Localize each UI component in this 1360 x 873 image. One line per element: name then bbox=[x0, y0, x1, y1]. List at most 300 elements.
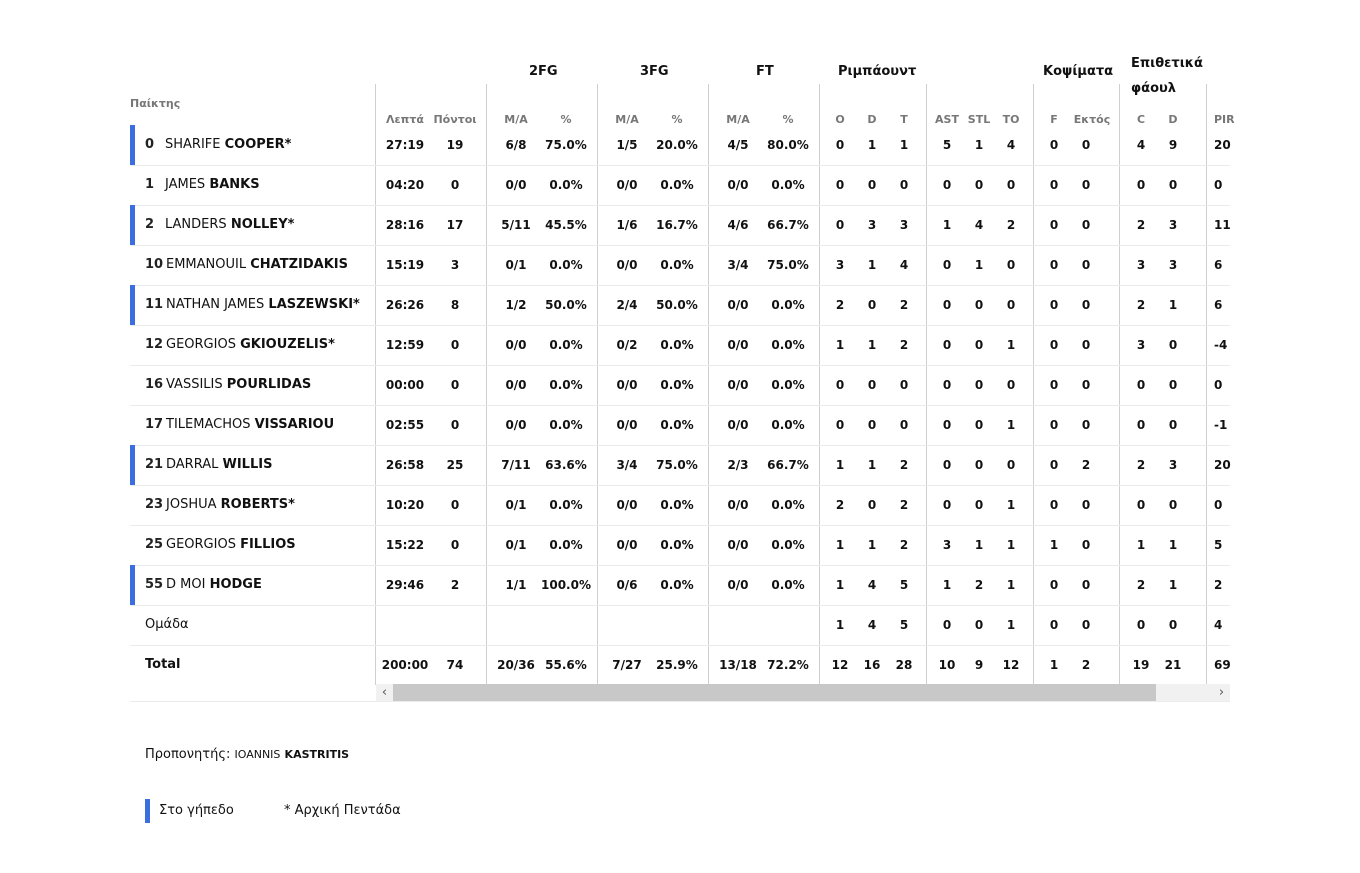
player-name-link[interactable] bbox=[166, 565, 262, 605]
stat-min: 29:46 bbox=[385, 578, 425, 592]
stat-c: 2 bbox=[1136, 458, 1146, 472]
stat-c: 2 bbox=[1136, 218, 1146, 232]
stat-ektos: 0 bbox=[1081, 378, 1091, 392]
stat-pts: 0 bbox=[450, 338, 460, 352]
header-pir[interactable]: PIR bbox=[1214, 113, 1235, 126]
player-first-name: NATHAN JAMES bbox=[166, 297, 265, 312]
stat-o: 2 bbox=[835, 298, 845, 312]
stat-o: 1 bbox=[835, 578, 845, 592]
stat-ektos: 0 bbox=[1081, 258, 1091, 272]
stat-t: 2 bbox=[899, 458, 909, 472]
header-3fg-pct[interactable]: % bbox=[671, 113, 683, 126]
stat-d: 4 bbox=[867, 578, 877, 592]
player-first-name: DARRAL bbox=[166, 457, 219, 472]
total-blk-f: 1 bbox=[1049, 658, 1059, 672]
stat-fg2_pct: 45.5% bbox=[545, 218, 587, 232]
stat-to: 1 bbox=[1006, 578, 1016, 592]
stat-c: 3 bbox=[1136, 338, 1146, 352]
player-row[interactable] bbox=[130, 405, 1230, 446]
stat-min: 02:55 bbox=[385, 418, 425, 432]
header-reb-d[interactable]: D bbox=[867, 113, 877, 126]
stat-d: 0 bbox=[867, 298, 877, 312]
player-number: 21 bbox=[145, 457, 164, 472]
header-minutes[interactable]: Λεπτά bbox=[386, 113, 424, 126]
header-ft-ma[interactable]: M/A bbox=[726, 113, 750, 126]
player-last-name: VISSARIOU bbox=[254, 417, 335, 432]
stat-d: 1 bbox=[867, 458, 877, 472]
stat-ast: 1 bbox=[942, 218, 952, 232]
stat-ft_pct: 0.0% bbox=[771, 378, 805, 392]
total-reb-d: 16 bbox=[863, 658, 881, 672]
stat-fg2_pct: 100.0% bbox=[541, 578, 591, 592]
player-row[interactable] bbox=[130, 485, 1230, 526]
stat-fg3_pct: 0.0% bbox=[660, 338, 694, 352]
header-blk-ektos[interactable]: Εκτός bbox=[1073, 113, 1111, 126]
stat-fg2_pct: 75.0% bbox=[545, 138, 587, 152]
stat-fg2_ma: 5/11 bbox=[501, 218, 531, 232]
stat-fg2_ma: 0/0 bbox=[505, 378, 527, 392]
total-pts: 74 bbox=[446, 658, 464, 672]
scrollbar-thumb[interactable] bbox=[393, 684, 1156, 701]
stat-fg2_ma: 0/0 bbox=[505, 178, 527, 192]
stat-fg2_ma: 6/8 bbox=[505, 138, 527, 152]
stat-ektos: 2 bbox=[1081, 458, 1091, 472]
stat-pir: 0 bbox=[1214, 378, 1223, 392]
stat-pts: 0 bbox=[450, 538, 460, 552]
stat-fg2_ma: 0/1 bbox=[505, 538, 527, 552]
stat-ektos: 0 bbox=[1081, 138, 1091, 152]
stat-o: 1 bbox=[835, 538, 845, 552]
stat-fg3_ma: 1/6 bbox=[616, 218, 638, 232]
coach-label: Προπονητής: bbox=[145, 747, 231, 762]
header-2fg-ma[interactable]: M/A bbox=[504, 113, 528, 126]
stat-fg3_ma: 0/2 bbox=[616, 338, 638, 352]
stat-fd: 3 bbox=[1168, 218, 1178, 232]
stat-ft_ma: 0/0 bbox=[727, 578, 749, 592]
header-points[interactable]: Πόντοι bbox=[433, 113, 477, 126]
header-2fg-pct[interactable]: % bbox=[560, 113, 572, 126]
group-3fg: 3FG bbox=[640, 64, 669, 79]
team-stl: 0 bbox=[974, 618, 984, 632]
header-3fg-ma[interactable]: M/A bbox=[615, 113, 639, 126]
stat-fg2_ma: 1/1 bbox=[505, 578, 527, 592]
total-3fg-ma: 7/27 bbox=[612, 658, 642, 672]
stat-pts: 0 bbox=[450, 178, 460, 192]
player-name-link[interactable] bbox=[165, 125, 292, 165]
group-fouls-line2: φάουλ bbox=[1131, 81, 1177, 96]
stat-fd: 9 bbox=[1168, 138, 1178, 152]
scroll-right-icon[interactable]: › bbox=[1218, 685, 1225, 700]
player-first-name: TILEMACHOS bbox=[166, 417, 251, 432]
stat-c: 2 bbox=[1136, 298, 1146, 312]
player-last-name: WILLIS bbox=[222, 457, 273, 472]
stat-ft_ma: 0/0 bbox=[727, 378, 749, 392]
stat-ft_ma: 3/4 bbox=[727, 258, 749, 272]
stat-ast: 0 bbox=[942, 418, 952, 432]
stat-fg2_pct: 63.6% bbox=[545, 458, 587, 472]
header-reb-t[interactable]: T bbox=[900, 113, 908, 126]
stat-t: 2 bbox=[899, 498, 909, 512]
stat-fg2_ma: 0/1 bbox=[505, 258, 527, 272]
on-court-indicator bbox=[130, 565, 135, 605]
stat-pir: 20 bbox=[1214, 458, 1231, 472]
stat-t: 0 bbox=[899, 418, 909, 432]
total-reb-o: 12 bbox=[831, 658, 849, 672]
player-row[interactable] bbox=[130, 125, 1230, 166]
stat-stl: 0 bbox=[974, 178, 984, 192]
player-row[interactable] bbox=[130, 285, 1230, 326]
stat-stl: 0 bbox=[974, 458, 984, 472]
stat-pir: 0 bbox=[1214, 178, 1223, 192]
scroll-left-icon[interactable]: ‹ bbox=[381, 685, 388, 700]
stat-pir: 20 bbox=[1214, 138, 1231, 152]
group-blocks: Κοψίματα bbox=[1043, 64, 1114, 79]
stat-t: 5 bbox=[899, 578, 909, 592]
total-ft-pct: 72.2% bbox=[767, 658, 809, 672]
total-3fg-pct: 25.9% bbox=[656, 658, 698, 672]
stat-fd: 0 bbox=[1168, 338, 1178, 352]
stat-fd: 3 bbox=[1168, 258, 1178, 272]
player-row[interactable] bbox=[130, 365, 1230, 406]
stat-to: 4 bbox=[1006, 138, 1016, 152]
stat-f: 0 bbox=[1049, 458, 1059, 472]
stat-fd: 1 bbox=[1168, 538, 1178, 552]
player-last-name: GKIOUZELIS* bbox=[240, 337, 335, 352]
stat-min: 12:59 bbox=[385, 338, 425, 352]
stat-ft_pct: 0.0% bbox=[771, 498, 805, 512]
player-number: 2 bbox=[145, 217, 155, 232]
stat-f: 0 bbox=[1049, 258, 1059, 272]
stat-fg3_ma: 0/0 bbox=[616, 178, 638, 192]
player-name-link[interactable] bbox=[166, 285, 360, 325]
stat-pts: 8 bbox=[450, 298, 460, 312]
stat-fg3_pct: 50.0% bbox=[656, 298, 698, 312]
stat-f: 0 bbox=[1049, 178, 1059, 192]
stat-fg2_pct: 0.0% bbox=[549, 378, 583, 392]
stat-d: 1 bbox=[867, 138, 877, 152]
stat-pts: 0 bbox=[450, 418, 460, 432]
header-stl[interactable]: STL bbox=[967, 113, 991, 126]
stat-to: 0 bbox=[1006, 298, 1016, 312]
stat-fg3_pct: 0.0% bbox=[660, 578, 694, 592]
stat-stl: 4 bbox=[974, 218, 984, 232]
stat-stl: 1 bbox=[974, 138, 984, 152]
horizontal-scrollbar[interactable] bbox=[376, 684, 1230, 701]
stat-ft_pct: 0.0% bbox=[771, 418, 805, 432]
team-blk-ektos: 0 bbox=[1081, 618, 1091, 632]
player-name-link[interactable] bbox=[166, 485, 295, 525]
player-name-link[interactable] bbox=[166, 405, 334, 445]
stat-d: 1 bbox=[867, 258, 877, 272]
stat-ft_ma: 0/0 bbox=[727, 418, 749, 432]
stat-c: 0 bbox=[1136, 378, 1146, 392]
player-name-link[interactable] bbox=[166, 525, 296, 565]
stat-t: 3 bbox=[899, 218, 909, 232]
group-rebounds: Ριμπάουντ bbox=[838, 64, 917, 79]
stat-f: 0 bbox=[1049, 578, 1059, 592]
stat-fg3_pct: 0.0% bbox=[660, 378, 694, 392]
header-reb-o[interactable]: O bbox=[835, 113, 845, 126]
stat-ft_ma: 0/0 bbox=[727, 178, 749, 192]
stat-fg2_ma: 1/2 bbox=[505, 298, 527, 312]
total-to: 12 bbox=[1002, 658, 1020, 672]
stat-pts: 25 bbox=[446, 458, 464, 472]
stat-t: 0 bbox=[899, 178, 909, 192]
starter-legend: * Αρχική Πεντάδα bbox=[284, 803, 401, 818]
stat-d: 1 bbox=[867, 538, 877, 552]
total-fouls-c: 19 bbox=[1132, 658, 1150, 672]
stat-fg2_pct: 0.0% bbox=[549, 178, 583, 192]
stat-o: 0 bbox=[835, 378, 845, 392]
team-fouls-c: 0 bbox=[1136, 618, 1146, 632]
stat-d: 1 bbox=[867, 338, 877, 352]
total-row-label: Total bbox=[145, 657, 181, 672]
stat-ektos: 0 bbox=[1081, 498, 1091, 512]
on-court-indicator bbox=[130, 125, 135, 165]
stat-o: 2 bbox=[835, 498, 845, 512]
player-first-name: JAMES bbox=[165, 177, 206, 192]
stat-t: 2 bbox=[899, 538, 909, 552]
player-name-link[interactable] bbox=[165, 165, 260, 205]
stat-min: 00:00 bbox=[385, 378, 425, 392]
player-row[interactable] bbox=[130, 205, 1230, 246]
stat-c: 3 bbox=[1136, 258, 1146, 272]
stat-o: 3 bbox=[835, 258, 845, 272]
player-last-name: LASZEWSKI* bbox=[268, 297, 360, 312]
stat-min: 04:20 bbox=[385, 178, 425, 192]
stat-ft_ma: 0/0 bbox=[727, 498, 749, 512]
coach-first-name: IOANNIS bbox=[234, 748, 281, 761]
stat-pts: 0 bbox=[450, 378, 460, 392]
player-first-name: GEORGIOS bbox=[166, 337, 236, 352]
stat-ft_pct: 0.0% bbox=[771, 578, 805, 592]
stat-ast: 0 bbox=[942, 378, 952, 392]
player-first-name: LANDERS bbox=[165, 217, 227, 232]
total-stl: 9 bbox=[974, 658, 984, 672]
stat-t: 0 bbox=[899, 378, 909, 392]
stat-fd: 0 bbox=[1168, 178, 1178, 192]
on-court-indicator bbox=[130, 445, 135, 485]
stat-to: 0 bbox=[1006, 258, 1016, 272]
player-first-name: D MOI bbox=[166, 577, 206, 592]
player-number: 17 bbox=[145, 417, 164, 432]
stat-to: 1 bbox=[1006, 538, 1016, 552]
stat-fg2_pct: 0.0% bbox=[549, 498, 583, 512]
stat-fg3_ma: 1/5 bbox=[616, 138, 638, 152]
stat-ft_pct: 75.0% bbox=[767, 258, 809, 272]
stat-fd: 0 bbox=[1168, 498, 1178, 512]
header-fouls-d[interactable]: D bbox=[1168, 113, 1178, 126]
player-first-name: JOSHUA bbox=[166, 497, 217, 512]
player-last-name: CHATZIDAKIS bbox=[250, 257, 348, 272]
stat-ast: 3 bbox=[942, 538, 952, 552]
stat-min: 28:16 bbox=[385, 218, 425, 232]
total-2fg-pct: 55.6% bbox=[545, 658, 587, 672]
stat-o: 0 bbox=[835, 418, 845, 432]
stat-fg3_ma: 0/0 bbox=[616, 378, 638, 392]
player-row[interactable] bbox=[130, 245, 1230, 286]
stat-stl: 0 bbox=[974, 418, 984, 432]
header-blk-f[interactable]: F bbox=[1050, 113, 1058, 126]
stat-fd: 1 bbox=[1168, 298, 1178, 312]
stat-stl: 2 bbox=[974, 578, 984, 592]
team-blk-f: 0 bbox=[1049, 618, 1059, 632]
stat-o: 0 bbox=[835, 178, 845, 192]
stat-fg3_pct: 0.0% bbox=[660, 538, 694, 552]
stat-o: 1 bbox=[835, 458, 845, 472]
stat-stl: 0 bbox=[974, 298, 984, 312]
player-last-name: COOPER* bbox=[224, 137, 292, 152]
player-number: 1 bbox=[145, 177, 155, 192]
stat-d: 0 bbox=[867, 418, 877, 432]
stat-ft_ma: 4/5 bbox=[727, 138, 749, 152]
total-ast: 10 bbox=[938, 658, 956, 672]
player-number: 11 bbox=[145, 297, 164, 312]
stat-t: 2 bbox=[899, 338, 909, 352]
player-number: 16 bbox=[145, 377, 164, 392]
stat-ft_ma: 2/3 bbox=[727, 458, 749, 472]
stat-f: 1 bbox=[1049, 538, 1059, 552]
stat-pir: 0 bbox=[1214, 498, 1223, 512]
player-name-link[interactable] bbox=[165, 205, 294, 245]
stat-stl: 1 bbox=[974, 538, 984, 552]
stat-pir: -1 bbox=[1214, 418, 1228, 432]
stat-to: 1 bbox=[1006, 338, 1016, 352]
group-2fg: 2FG bbox=[529, 64, 558, 79]
player-number: 12 bbox=[145, 337, 164, 352]
player-row[interactable] bbox=[130, 525, 1230, 566]
stat-ft_ma: 0/0 bbox=[727, 338, 749, 352]
stat-pir: 5 bbox=[1214, 538, 1223, 552]
header-to[interactable]: TO bbox=[1002, 113, 1020, 126]
team-row bbox=[130, 605, 1230, 646]
stat-f: 0 bbox=[1049, 218, 1059, 232]
stat-to: 0 bbox=[1006, 178, 1016, 192]
player-number: 10 bbox=[145, 257, 164, 272]
stat-fg2_ma: 0/1 bbox=[505, 498, 527, 512]
player-last-name: POURLIDAS bbox=[226, 377, 312, 392]
stat-fg3_ma: 0/6 bbox=[616, 578, 638, 592]
stat-d: 0 bbox=[867, 378, 877, 392]
stat-ft_pct: 80.0% bbox=[767, 138, 809, 152]
player-number: 23 bbox=[145, 497, 164, 512]
player-last-name: HODGE bbox=[209, 577, 262, 592]
stat-fg3_pct: 0.0% bbox=[660, 258, 694, 272]
stat-to: 0 bbox=[1006, 458, 1016, 472]
stat-fg3_pct: 16.7% bbox=[656, 218, 698, 232]
player-name-link[interactable] bbox=[166, 365, 311, 405]
stat-fg3_ma: 2/4 bbox=[616, 298, 638, 312]
player-name-link[interactable] bbox=[166, 325, 335, 365]
stat-ast: 0 bbox=[942, 298, 952, 312]
player-last-name: ROBERTS* bbox=[220, 497, 295, 512]
player-name-link[interactable] bbox=[166, 445, 272, 485]
player-row[interactable] bbox=[130, 565, 1230, 606]
player-row[interactable] bbox=[130, 445, 1230, 486]
stat-ft_pct: 0.0% bbox=[771, 338, 805, 352]
player-first-name: VASSILIS bbox=[166, 377, 223, 392]
stat-d: 3 bbox=[867, 218, 877, 232]
stat-fg2_ma: 0/0 bbox=[505, 418, 527, 432]
stat-min: 15:22 bbox=[385, 538, 425, 552]
stat-to: 1 bbox=[1006, 498, 1016, 512]
stat-ektos: 0 bbox=[1081, 218, 1091, 232]
total-fouls-d: 21 bbox=[1164, 658, 1182, 672]
stat-pts: 2 bbox=[450, 578, 460, 592]
stat-fg3_ma: 0/0 bbox=[616, 418, 638, 432]
stat-o: 0 bbox=[835, 138, 845, 152]
stat-c: 1 bbox=[1136, 538, 1146, 552]
stat-fg2_pct: 0.0% bbox=[549, 338, 583, 352]
stat-fg3_ma: 0/0 bbox=[616, 538, 638, 552]
coach-line bbox=[145, 747, 349, 762]
total-2fg-ma: 20/36 bbox=[497, 658, 535, 672]
stat-o: 1 bbox=[835, 338, 845, 352]
player-row[interactable] bbox=[130, 325, 1230, 366]
stat-ast: 0 bbox=[942, 458, 952, 472]
stat-ektos: 0 bbox=[1081, 178, 1091, 192]
stat-ft_ma: 0/0 bbox=[727, 298, 749, 312]
player-row[interactable] bbox=[130, 165, 1230, 206]
team-reb-o: 1 bbox=[835, 618, 845, 632]
stat-pir: 6 bbox=[1214, 258, 1223, 272]
stat-fd: 0 bbox=[1168, 418, 1178, 432]
stat-c: 0 bbox=[1136, 498, 1146, 512]
player-column-header[interactable]: Παίκτης bbox=[130, 97, 181, 110]
stat-f: 0 bbox=[1049, 138, 1059, 152]
stat-t: 4 bbox=[899, 258, 909, 272]
on-court-indicator bbox=[130, 285, 135, 325]
player-name-link[interactable] bbox=[166, 245, 348, 285]
stat-fg2_ma: 0/0 bbox=[505, 338, 527, 352]
table-bottom-border bbox=[130, 701, 1230, 702]
total-min: 200:00 bbox=[381, 658, 429, 672]
stat-ft_ma: 4/6 bbox=[727, 218, 749, 232]
team-fouls-d: 0 bbox=[1168, 618, 1178, 632]
stat-min: 27:19 bbox=[385, 138, 425, 152]
stat-ektos: 0 bbox=[1081, 338, 1091, 352]
stat-d: 0 bbox=[867, 498, 877, 512]
header-ast[interactable]: AST bbox=[935, 113, 959, 126]
header-ft-pct[interactable]: % bbox=[782, 113, 794, 126]
player-number: 25 bbox=[145, 537, 164, 552]
stat-fg2_pct: 0.0% bbox=[549, 538, 583, 552]
stat-fg3_ma: 0/0 bbox=[616, 258, 638, 272]
stat-o: 0 bbox=[835, 218, 845, 232]
stat-ektos: 0 bbox=[1081, 418, 1091, 432]
stat-fg3_pct: 0.0% bbox=[660, 418, 694, 432]
total-blk-ektos: 2 bbox=[1081, 658, 1091, 672]
team-pir: 4 bbox=[1214, 618, 1223, 632]
header-fouls-c[interactable]: C bbox=[1136, 113, 1146, 126]
stat-min: 15:19 bbox=[385, 258, 425, 272]
stat-d: 0 bbox=[867, 178, 877, 192]
stat-ft_pct: 0.0% bbox=[771, 298, 805, 312]
stat-ast: 0 bbox=[942, 498, 952, 512]
stat-fg3_ma: 0/0 bbox=[616, 498, 638, 512]
stat-t: 2 bbox=[899, 298, 909, 312]
stat-fd: 3 bbox=[1168, 458, 1178, 472]
stat-to: 0 bbox=[1006, 378, 1016, 392]
team-row-label: Ομάδα bbox=[145, 617, 189, 632]
group-ft: FT bbox=[756, 64, 774, 79]
stat-stl: 0 bbox=[974, 498, 984, 512]
stat-pir: 6 bbox=[1214, 298, 1223, 312]
stat-pts: 0 bbox=[450, 498, 460, 512]
stat-f: 0 bbox=[1049, 418, 1059, 432]
stat-fg3_pct: 20.0% bbox=[656, 138, 698, 152]
stat-stl: 1 bbox=[974, 258, 984, 272]
